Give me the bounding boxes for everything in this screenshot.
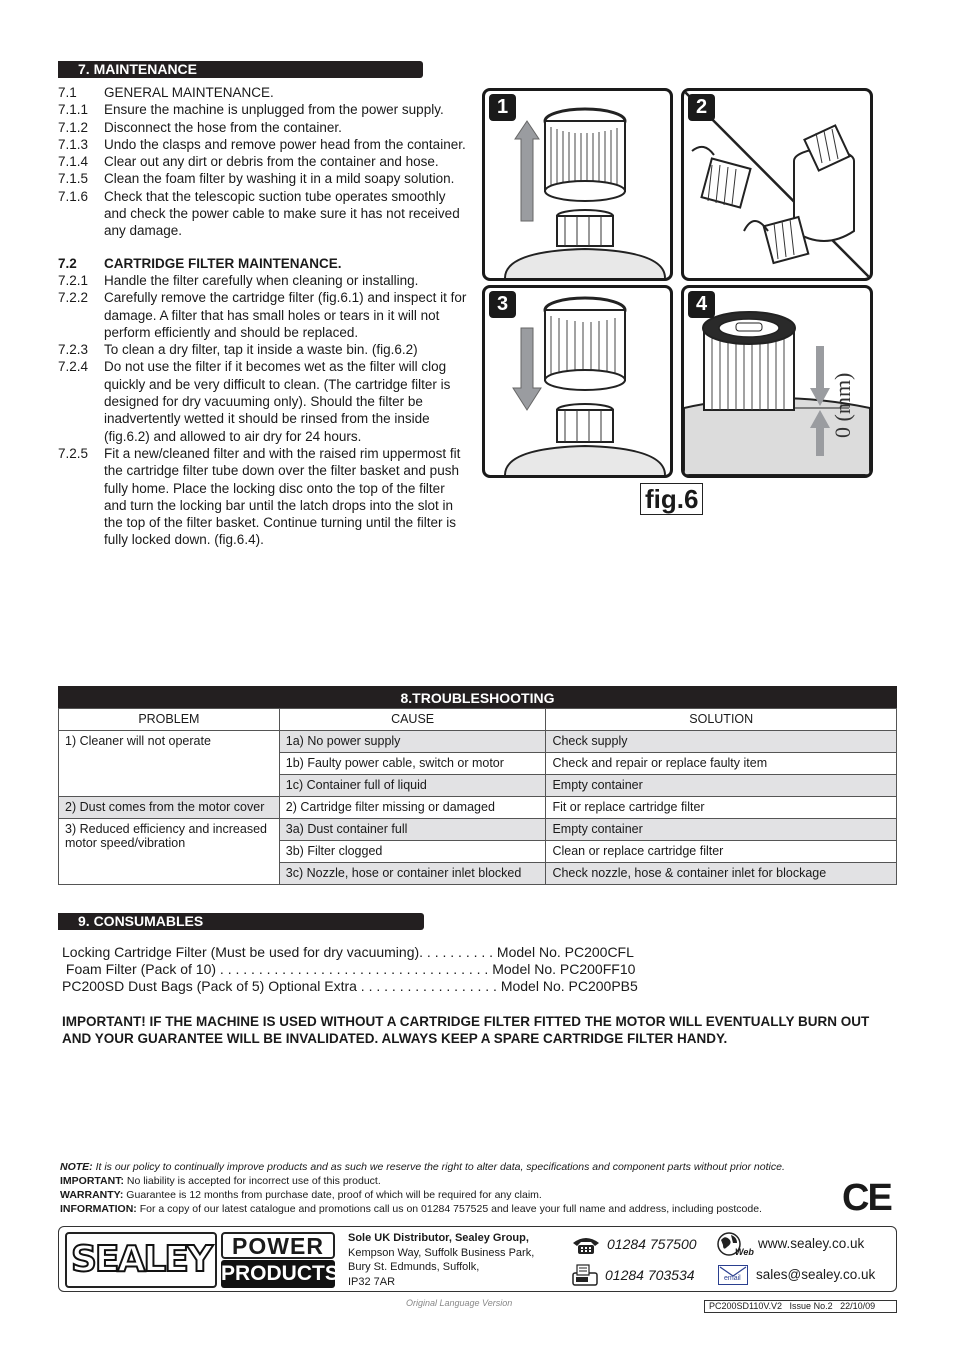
cause-cell: 3c) Nozzle, hose or container inlet blocked	[279, 863, 546, 885]
item-number: 7.2.4	[58, 359, 89, 375]
maintenance-heading: 7. MAINTENANCE	[58, 61, 423, 78]
problem-cell: 3) Reduced efficiency and increased motor speed/vibration	[59, 819, 280, 885]
fig-panel-4	[681, 285, 873, 478]
solution-cell: Empty container	[546, 775, 897, 797]
troubleshooting-heading: 8.TROUBLESHOOTING	[58, 686, 897, 708]
item-text: Undo the clasps and remove power head from the container.	[104, 136, 466, 152]
problem-cell: 1) Cleaner will not operate	[59, 731, 280, 797]
address-line: IP32 7AR	[348, 1275, 396, 1288]
solution-cell: Check and repair or replace faulty item	[546, 753, 897, 775]
solution-cell: Clean or replace cartridge filter	[546, 841, 897, 863]
document-reference: PC200SD110V.V2 Issue No.2 22/10/09	[704, 1300, 897, 1313]
fig-panel-2	[681, 88, 873, 281]
fig-panel-1	[482, 88, 673, 281]
item-text: Carefully remove the cartridge filter (fig.6.1) and inspect it for damage. A filter that has small holes or tears in it will not perform efficiently and should be replaced.	[104, 290, 467, 340]
table-row	[59, 819, 897, 841]
panel-number-1: 1	[489, 94, 516, 121]
important-text: No liability is accepted for incorrect use of this product.	[123, 1175, 381, 1187]
item-text: GENERAL MAINTENANCE.	[104, 85, 274, 100]
email-link[interactable]: sales@sealey.co.uk	[756, 1267, 876, 1282]
item-text: To clean a dry filter, tap it inside a waste bin. (fig.6.2)	[104, 342, 418, 358]
item-number: 7.2	[58, 255, 77, 271]
web-icon-label: Web	[735, 1247, 754, 1257]
consumables-line: Locking Cartridge Filter (Must be used for dry vacuuming). . . . . . . . . . Model No. PC200CFL	[62, 944, 634, 960]
list-item	[58, 188, 470, 240]
item-text: Ensure the machine is unplugged from the power supply.	[104, 102, 444, 118]
item-number: 7.1.4	[58, 154, 89, 170]
fax-icon	[571, 1263, 599, 1287]
consumables-line: PC200SD Dust Bags (Pack of 5) Optional Extra . . . . . . . . . . . . . . . . . . Model No. PC200PB5	[62, 978, 638, 994]
mm-gap-label: 0 (mm)	[830, 372, 855, 438]
item-text: Handle the filter carefully when cleaning or installing.	[104, 272, 419, 288]
list-item	[58, 272, 470, 289]
list-item	[58, 101, 470, 118]
column-header-problem: PROBLEM	[59, 709, 280, 731]
warranty-label: WARRANTY:	[60, 1189, 124, 1201]
list-item	[58, 289, 470, 341]
problem-cell: 2) Dust comes from the motor cover	[59, 797, 280, 819]
item-text: CARTRIDGE FILTER MAINTENANCE.	[104, 255, 342, 271]
email-icon	[718, 1265, 748, 1285]
table-row	[59, 731, 897, 753]
item-number: 7.2.5	[58, 445, 89, 461]
list-item	[58, 84, 470, 101]
sealey-logo: SEALEY	[65, 1232, 217, 1288]
item-text: Clear out any dirt or debris from the container and hose.	[104, 154, 439, 170]
item-number: 7.1.6	[58, 188, 89, 204]
important-label: IMPORTANT:	[60, 1175, 124, 1187]
troubleshooting-table	[58, 708, 897, 885]
note-label: NOTE:	[60, 1161, 93, 1173]
solution-cell: Check supply	[546, 731, 897, 753]
phone-number[interactable]: 01284 757500	[607, 1236, 697, 1252]
fax-number[interactable]: 01284 703534	[605, 1267, 695, 1283]
distributor-address	[348, 1231, 534, 1289]
list-item	[58, 358, 470, 444]
important-warning: IMPORTANT! IF THE MACHINE IS USED WITHOUT A CARTRIDGE FILTER FITTED THE MOTOR WILL EVENTUALLY BURN OUT AND YOUR GUARANTEE WILL BE INVALIDATED. ALWAYS KEEP A SPARE CARTRIDGE FILTER HANDY.	[62, 1014, 870, 1046]
list-item	[58, 153, 470, 170]
item-number: 7.1.3	[58, 136, 89, 152]
solution-cell: Check nozzle, hose & container inlet for blockage	[546, 863, 897, 885]
solution-cell: Empty container	[546, 819, 897, 841]
list-item	[58, 255, 470, 272]
column-header-solution: SOLUTION	[546, 709, 897, 731]
cause-cell: 3b) Filter clogged	[279, 841, 546, 863]
address-line: Bury St. Edmunds, Suffolk,	[348, 1261, 480, 1273]
list-item	[58, 119, 470, 136]
ce-mark: CE	[842, 1177, 891, 1219]
web-icon	[715, 1231, 754, 1261]
information-label: INFORMATION:	[60, 1203, 137, 1215]
list-item	[58, 445, 470, 549]
figure-6	[480, 87, 875, 519]
information-text: For a copy of our latest catalogue and promotions call us on 01284 757525 and leave your full name and address, including postcode.	[136, 1203, 762, 1215]
list-item	[58, 136, 470, 153]
website-link[interactable]: www.sealey.co.uk	[758, 1236, 865, 1251]
item-number: 7.1.2	[58, 119, 89, 135]
item-number: 7.1.1	[58, 102, 89, 118]
warranty-text: Guarantee is 12 months from purchase date, proof of which will be required for any claim.	[123, 1189, 542, 1201]
address-line: Kempson Way, Suffolk Business Park,	[348, 1246, 535, 1259]
panel-number-3: 3	[489, 291, 516, 318]
fig-panel-3	[482, 285, 673, 478]
logo-power: POWER	[221, 1232, 335, 1259]
item-text: Disconnect the hose from the container.	[104, 119, 342, 135]
phone-icon	[571, 1235, 601, 1255]
item-number: 7.1.5	[58, 171, 89, 187]
cause-cell: 3a) Dust container full	[279, 819, 546, 841]
maintenance-list	[58, 84, 470, 549]
column-header-cause: CAUSE	[279, 709, 546, 731]
figure-caption: fig.6	[640, 483, 703, 515]
panel-number-2: 2	[688, 94, 715, 121]
solution-cell: Fit or replace cartridge filter	[546, 797, 897, 819]
original-language-note: Original Language Version	[406, 1298, 513, 1308]
note-text: It is our policy to continually improve products and as such we reserve the right to alter data, specifications and component parts without prior notice.	[92, 1161, 785, 1173]
item-number: 7.2.2	[58, 290, 89, 306]
panel-number-4: 4	[688, 291, 715, 318]
footer-box	[58, 1226, 897, 1292]
cause-cell: 1b) Faulty power cable, switch or motor	[279, 753, 546, 775]
item-number: 7.1	[58, 85, 77, 100]
item-text: Do not use the filter if it becomes wet as the filter will clog quickly and be very difficult to clean. (The cartridge filter is designed for dry vacuuming only). Should the filter be inadvertently wetted it should be rinsed from the inside (fig.6.2) and allowed to air dry for 24 hours.	[104, 359, 451, 444]
table-row	[59, 797, 897, 819]
item-number: 7.2.1	[58, 272, 89, 288]
cause-cell: 1c) Container full of liquid	[279, 775, 546, 797]
email-icon-label: email	[724, 1275, 741, 1282]
distributor-title: Sole UK Distributor, Sealey Group,	[348, 1232, 529, 1244]
list-item	[58, 341, 470, 358]
item-number: 7.2.3	[58, 342, 89, 358]
item-text: Fit a new/cleaned filter and with the raised rim uppermost fit the cartridge filter tube down over the filter basket and push fully home. Place the locking disc onto the top of the filter and turn the locking bar until the latch drops into the slot in the top of the filter basket. Continue turning until the filter is fully locked down. (fig.6.4).	[104, 445, 461, 548]
consumables-line: Foam Filter (Pack of 10) . . . . . . . . . . . . . . . . . . . . . . . . . . . . . . . . . . . Model No. PC200FF10	[62, 961, 636, 977]
cause-cell: 1a) No power supply	[279, 731, 546, 753]
notes-block	[60, 1160, 850, 1216]
cause-cell: 2) Cartridge filter missing or damaged	[279, 797, 546, 819]
item-text: Check that the telescopic suction tube operates smoothly and check the power cable to make sure it has not received any damage.	[104, 188, 460, 239]
item-text: Clean the foam filter by washing it in a mild soapy solution.	[104, 171, 455, 187]
troubleshooting-table-wrap	[58, 686, 897, 885]
consumables-heading: 9. CONSUMABLES	[58, 913, 424, 930]
list-item	[58, 170, 470, 187]
logo-products: PRODUCTS	[221, 1260, 335, 1288]
